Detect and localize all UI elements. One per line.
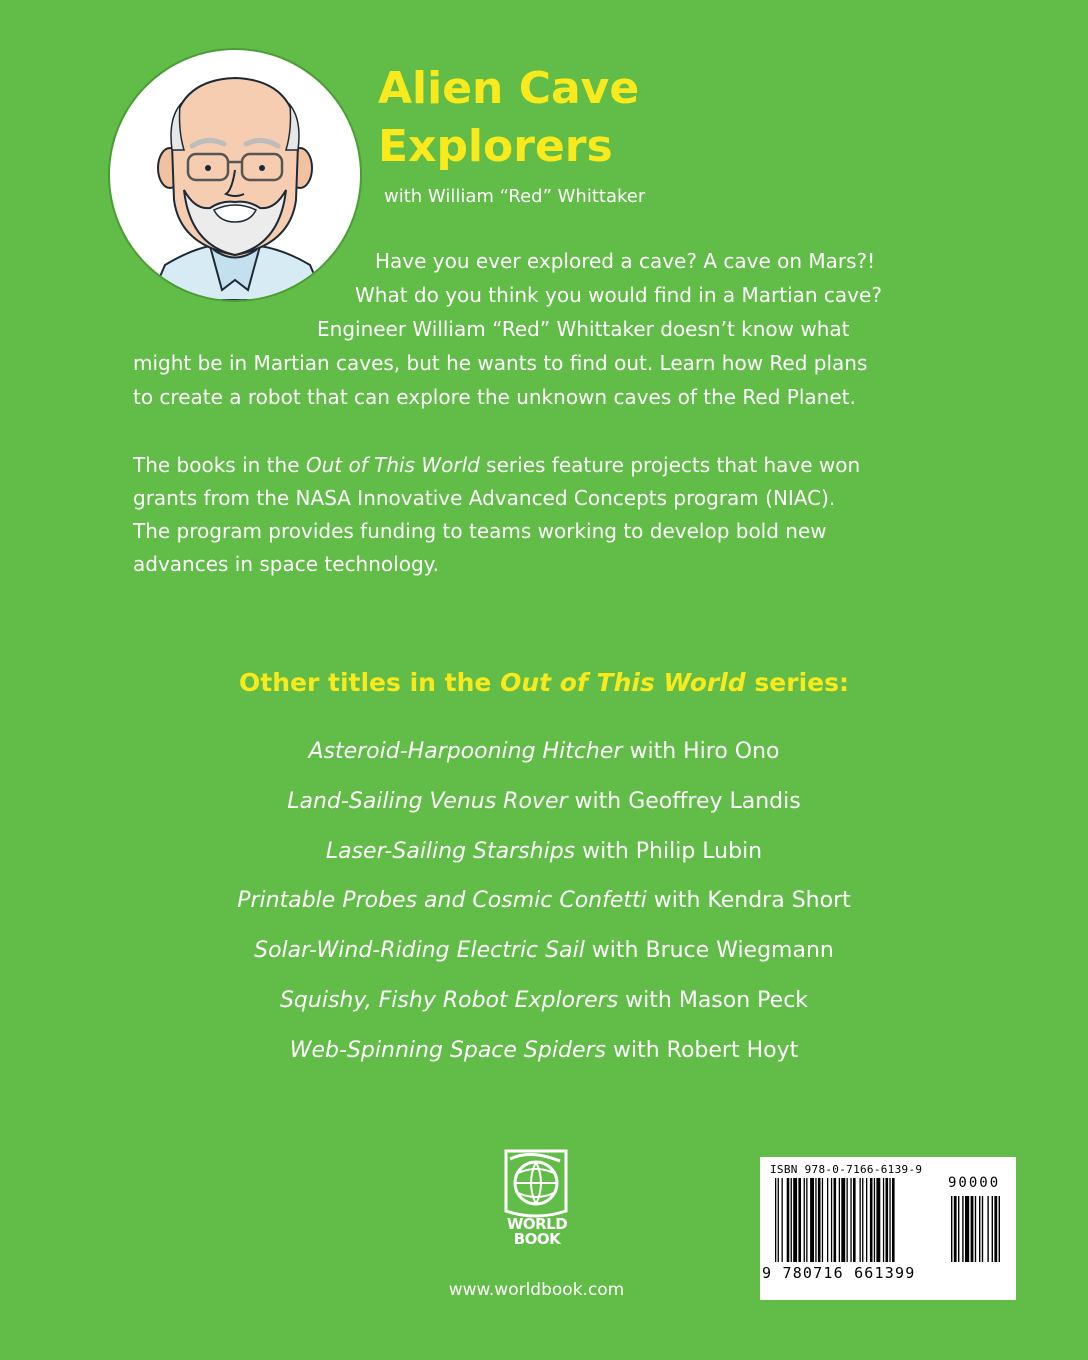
barcode-bar: [787, 1178, 790, 1262]
barcode-bar: [962, 1196, 963, 1262]
barcode-bar: [994, 1196, 997, 1262]
series-paragraph-line: [133, 449, 963, 482]
intro-line: Engineer William “Red” Whittaker doesn’t know what: [317, 317, 850, 341]
barcode-bar: [815, 1178, 816, 1262]
barcode-bar: [793, 1178, 797, 1262]
series-book-title: Solar-Wind-Riding Electric Sail: [254, 938, 585, 964]
world-book-logo-text: [497, 1217, 577, 1247]
barcode-bar: [892, 1178, 895, 1262]
barcode-bar: [979, 1196, 980, 1262]
series-book-title: Web-Spinning Space Spiders: [289, 1037, 606, 1063]
barcode-bar: [883, 1178, 884, 1262]
barcode-bar: [850, 1178, 851, 1262]
logo-line-world: WORLD: [506, 1215, 568, 1233]
book-title: [378, 60, 639, 176]
list-item: [0, 727, 1088, 777]
other-titles-heading-tail: series:: [745, 668, 849, 697]
barcode-bar: [971, 1196, 974, 1262]
barcode-bar: [810, 1178, 814, 1262]
book-title-line2: Explorers: [378, 121, 613, 172]
logo-line-book: BOOK: [513, 1230, 561, 1248]
barcode-bar: [834, 1178, 837, 1262]
barcode-bar: [870, 1178, 873, 1262]
series-lead-text: The books in the: [133, 453, 306, 477]
barcode-bar: [804, 1178, 805, 1262]
barcode-bar: [958, 1196, 959, 1262]
list-item: [0, 876, 1088, 926]
other-titles-heading-lead: Other titles in the: [239, 668, 501, 697]
series-book-author: with Hiro Ono: [622, 739, 780, 764]
series-name: Out of This World: [305, 453, 480, 477]
barcode-bar: [874, 1178, 875, 1262]
intro-line: Have you ever explored a cave? A cave on Mars?!: [375, 249, 876, 273]
barcode-bar: [806, 1178, 807, 1262]
barcode-bar: [841, 1178, 845, 1262]
barcode-bar: [982, 1196, 983, 1262]
intro-line: What do you think you would find in a Martian cave?: [355, 283, 882, 307]
barcode-bar: [860, 1178, 861, 1262]
series-book-title: Asteroid-Harpooning Hitcher: [308, 739, 623, 764]
list-item: [0, 777, 1088, 827]
series-paragraph-line: advances in space technology.: [133, 552, 439, 576]
publisher-url: www.worldbook.com: [448, 1280, 625, 1300]
barcode-bar: [827, 1178, 828, 1262]
intro-line: to create a robot that can explore the unknown caves of the Red Planet.: [133, 385, 856, 409]
barcode-bar: [954, 1196, 957, 1262]
barcode-bar: [782, 1178, 783, 1262]
barcode-bar: [866, 1178, 867, 1262]
author-byline: with William “Red” Whittaker: [384, 186, 646, 207]
series-book-title: Laser-Sailing Starships: [325, 838, 576, 864]
barcode-bar: [853, 1178, 856, 1262]
isbn-text: ISBN 978-0-7166-6139-9: [770, 1163, 923, 1176]
series-book-author: with Robert Hoyt: [605, 1037, 799, 1063]
barcode-bar: [862, 1178, 863, 1262]
barcode-bar: [778, 1178, 779, 1262]
ean-digits: 9 780716 661399: [762, 1264, 916, 1282]
barcode-bar: [876, 1178, 880, 1262]
list-item: [0, 976, 1088, 1026]
barcode-bar: [999, 1196, 1000, 1262]
series-paragraph: [133, 449, 963, 581]
barcode-bar: [831, 1178, 832, 1262]
other-titles-list: [0, 727, 1088, 1076]
series-book-title: Squishy, Fishy Robot Explorers: [279, 987, 619, 1013]
other-titles-heading: [0, 668, 1088, 697]
barcode-bar: [987, 1196, 988, 1262]
intro-paragraph: [133, 244, 963, 414]
addon-digits: 90000: [948, 1175, 1001, 1191]
barcode-bar: [951, 1196, 952, 1262]
series-book-title: Printable Probes and Cosmic Confetti: [237, 888, 647, 914]
isbn-barcode: [760, 1157, 1016, 1300]
series-book-author: with Philip Lubin: [575, 838, 763, 864]
list-item: [0, 926, 1088, 976]
list-item: [0, 827, 1088, 877]
series-book-author: with Kendra Short: [646, 888, 851, 914]
barcode-bar: [965, 1196, 969, 1262]
series-paragraph-line: grants from the NASA Innovative Advanced Concepts program (NIAC).: [133, 486, 836, 510]
barcode-bar: [818, 1178, 821, 1262]
barcode-bar: [775, 1178, 776, 1262]
barcode-bar: [992, 1196, 993, 1262]
barcode-bar: [791, 1178, 792, 1262]
series-book-author: with Bruce Wiegmann: [584, 938, 834, 964]
series-rest-text: series feature projects that have won: [479, 453, 861, 477]
book-title-line1: Alien Cave: [378, 63, 640, 114]
barcode-bar: [889, 1178, 890, 1262]
series-book-author: with Geoffrey Landis: [567, 788, 801, 814]
barcode-bar: [839, 1178, 840, 1262]
list-item: [0, 1026, 1088, 1076]
series-book-title: Land-Sailing Venus Rover: [287, 788, 568, 814]
other-titles-heading-series: Out of This World: [500, 668, 746, 697]
barcode-bar: [847, 1178, 848, 1262]
barcode-bar: [975, 1196, 976, 1262]
barcode-bar: [822, 1178, 823, 1262]
barcode-bar: [798, 1178, 801, 1262]
series-book-author: with Mason Peck: [618, 987, 809, 1013]
barcode-bars: [767, 1178, 1012, 1266]
series-paragraph-line: The program provides funding to teams working to develop bold new: [133, 519, 827, 543]
intro-line: might be in Martian caves, but he wants to find out. Learn how Red plans: [133, 351, 868, 375]
barcode-bar: [886, 1178, 889, 1262]
